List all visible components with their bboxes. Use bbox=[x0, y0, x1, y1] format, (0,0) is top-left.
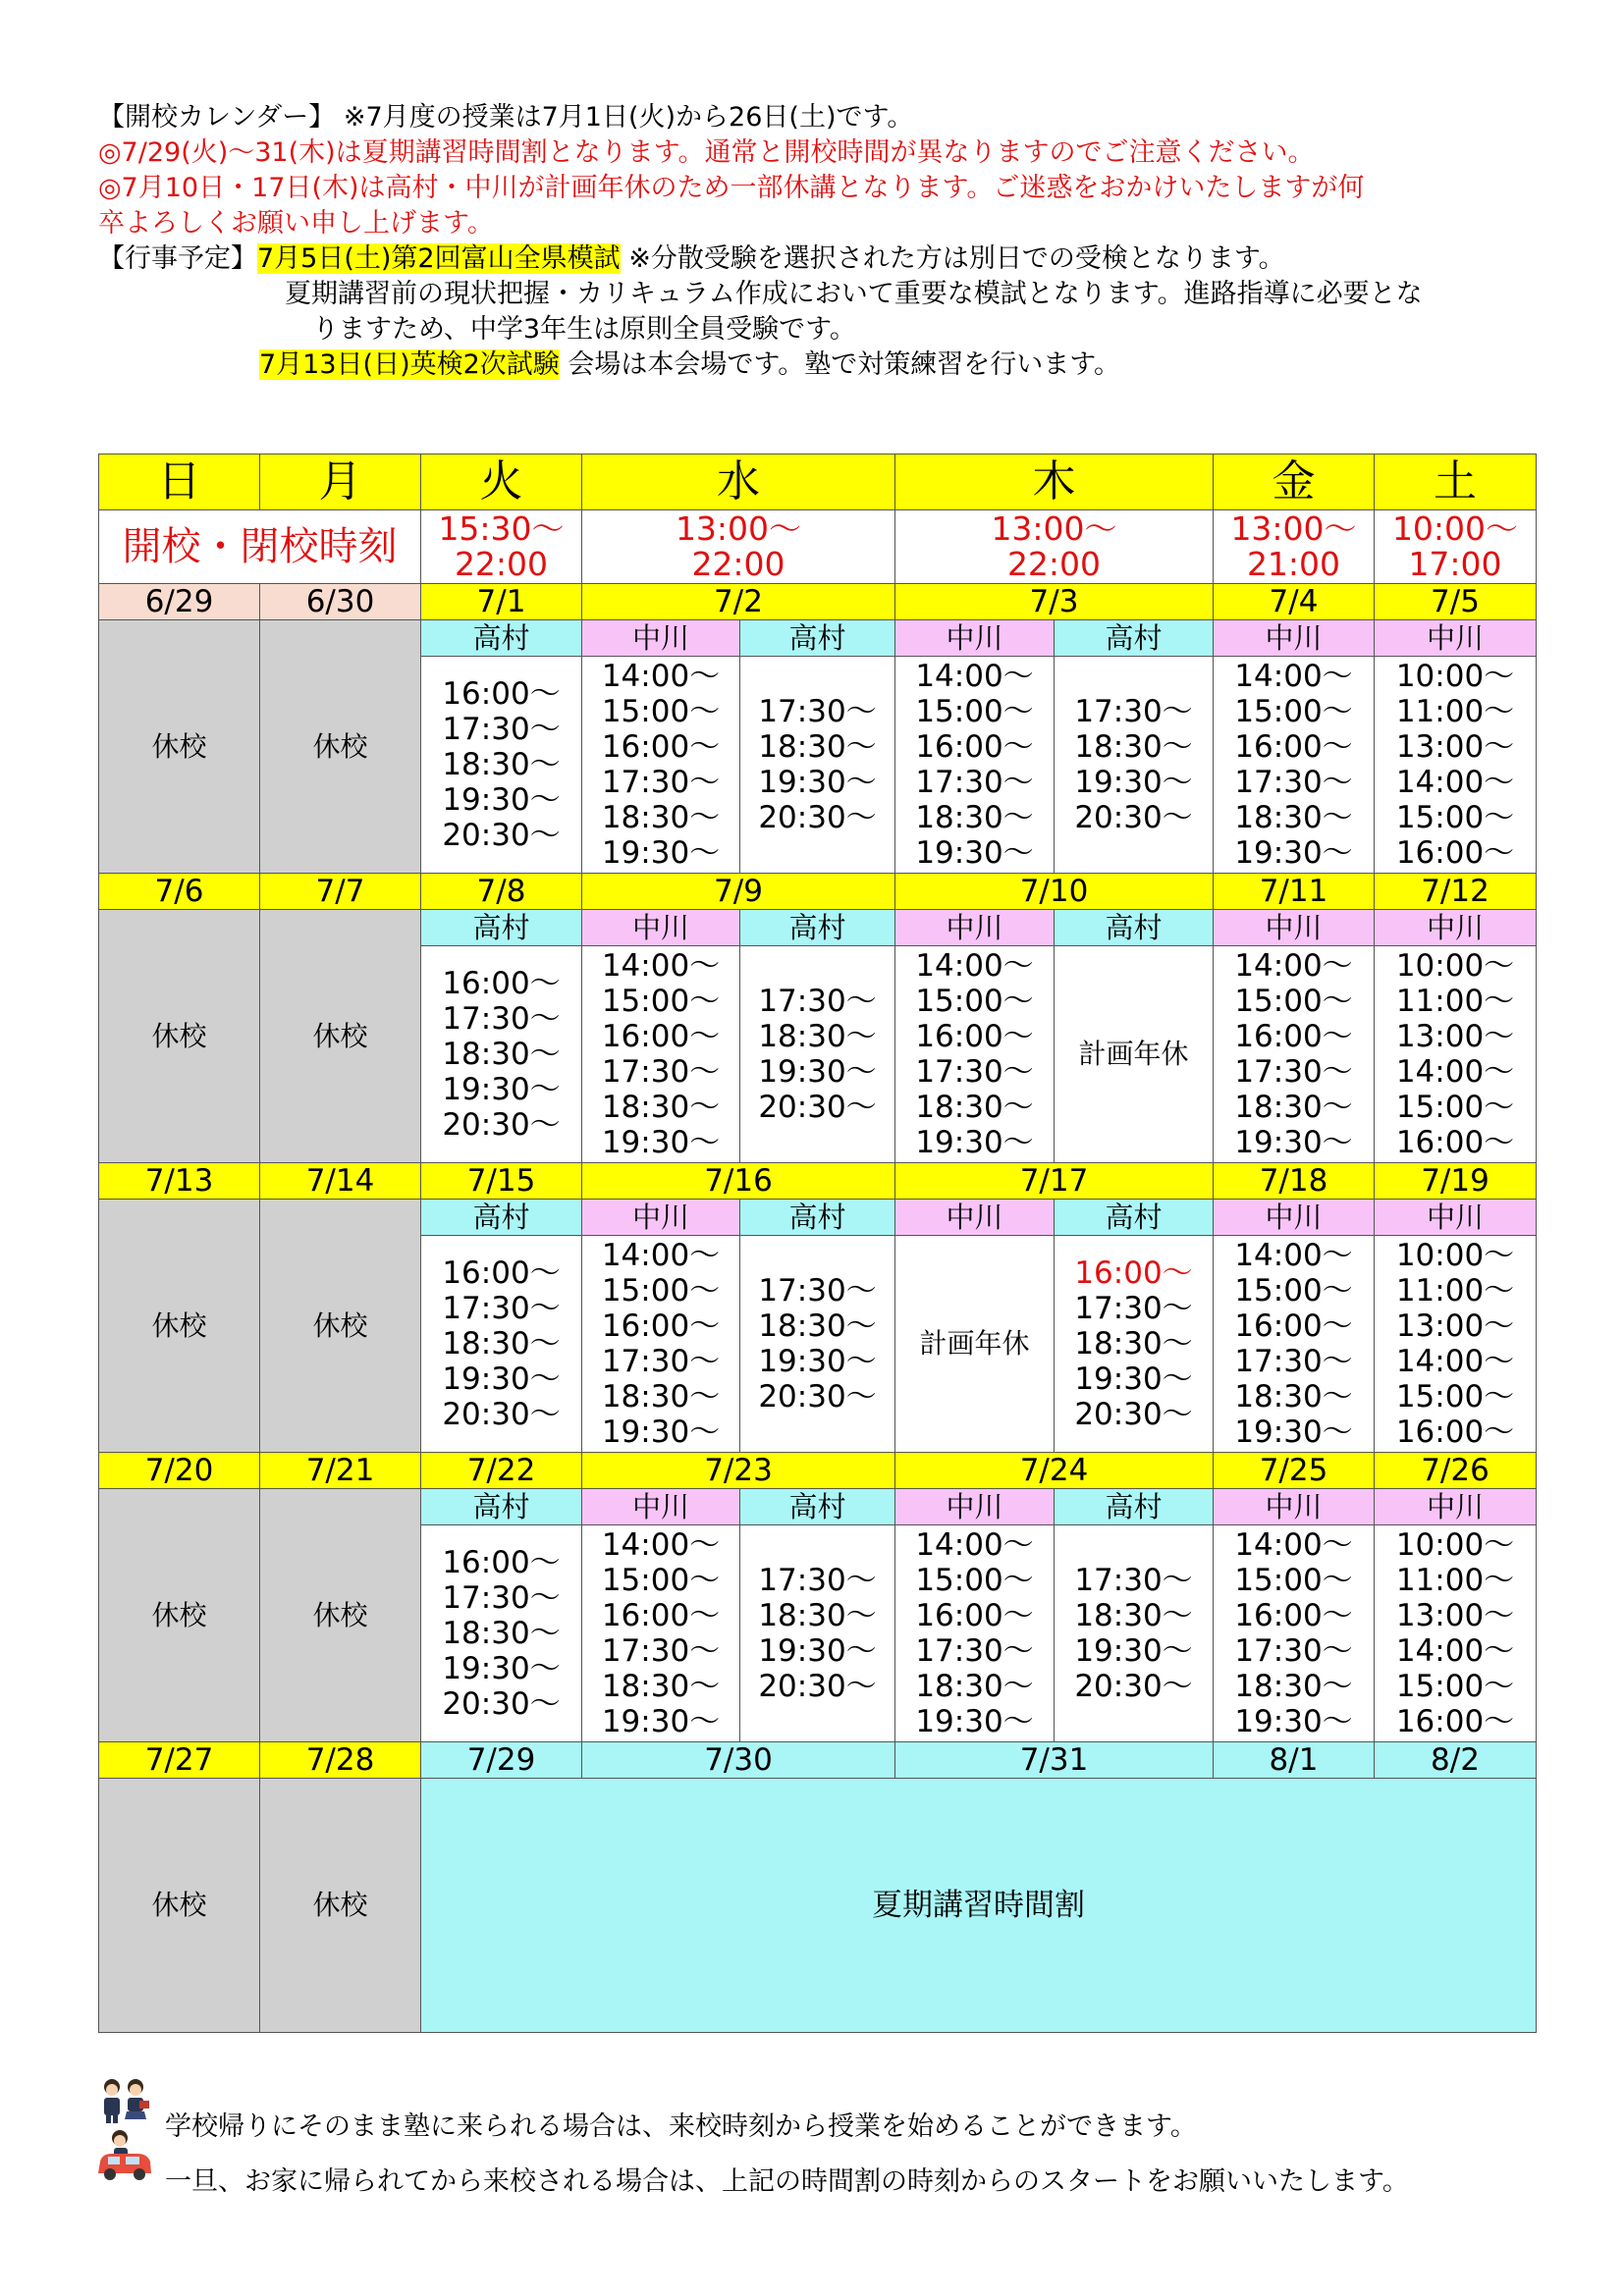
time-slot: 14:00～ bbox=[1234, 659, 1353, 694]
date-cell: 7/24 bbox=[895, 1453, 1214, 1489]
times-cell bbox=[421, 1236, 582, 1453]
times-cell bbox=[740, 1236, 895, 1453]
date-cell: 8/1 bbox=[1214, 1742, 1375, 1779]
dow-tue: 火 bbox=[421, 454, 582, 510]
time-slot: 19:30～ bbox=[758, 765, 877, 800]
time-slot: 19:30～ bbox=[442, 1651, 561, 1686]
teacher-takamura: 高村 bbox=[1055, 620, 1214, 657]
teacher-takamura: 高村 bbox=[740, 620, 895, 657]
leave-cell: 計画年休 bbox=[895, 1236, 1055, 1453]
time-slot: 16:00～ bbox=[601, 1019, 721, 1054]
notice-line-4: 卒よろしくお願い申し上げます。 bbox=[98, 208, 494, 239]
date-cell: 7/10 bbox=[895, 874, 1214, 910]
time-slot: 10:00～ bbox=[1395, 1238, 1515, 1273]
time-slot: 19:30～ bbox=[601, 1125, 721, 1160]
teacher-takamura: 高村 bbox=[421, 620, 582, 657]
time-slot: 20:30～ bbox=[1074, 800, 1193, 835]
time-slot: 16:00～ bbox=[915, 1019, 1034, 1054]
time-slot: 10:00～ bbox=[1395, 659, 1515, 694]
time-slot: 18:30～ bbox=[915, 1090, 1034, 1125]
time-slot: 20:30～ bbox=[442, 1107, 561, 1143]
time-slot: 14:00～ bbox=[915, 948, 1034, 984]
time-slot: 13:00～ bbox=[1395, 1598, 1515, 1633]
time-slot: 15:00～ bbox=[1234, 1563, 1353, 1598]
time-slot: 11:00～ bbox=[1395, 984, 1515, 1019]
date-cell: 7/26 bbox=[1375, 1453, 1537, 1489]
times-cell bbox=[895, 1525, 1055, 1742]
teacher-nakagawa: 中川 bbox=[1375, 620, 1537, 657]
teacher-takamura: 高村 bbox=[1055, 1200, 1214, 1236]
time-slot: 17:30～ bbox=[442, 712, 561, 747]
times-cell bbox=[1375, 946, 1537, 1163]
date-cell: 7/20 bbox=[99, 1453, 260, 1489]
time-slot: 18:30～ bbox=[1234, 800, 1353, 835]
times-cell bbox=[582, 1236, 740, 1453]
teacher-takamura: 高村 bbox=[740, 910, 895, 946]
teacher-row bbox=[99, 1489, 1537, 1525]
time-slot: 17:30～ bbox=[915, 1633, 1034, 1669]
time-slot: 16:00～ bbox=[442, 1255, 561, 1291]
time-slot: 18:30～ bbox=[601, 800, 721, 835]
times-cell bbox=[1375, 1236, 1537, 1453]
time-slot: 14:00～ bbox=[601, 659, 721, 694]
time-slot: 17:30～ bbox=[758, 984, 877, 1019]
time-slot: 16:00～ bbox=[1395, 1415, 1515, 1450]
date-cell: 7/5 bbox=[1375, 584, 1537, 620]
date-cell: 7/3 bbox=[895, 584, 1214, 620]
teacher-nakagawa: 中川 bbox=[582, 910, 740, 946]
date-cell: 7/11 bbox=[1214, 874, 1375, 910]
time-slot: 16:00～ bbox=[915, 729, 1034, 765]
time-slot: 15:00～ bbox=[915, 694, 1034, 729]
time-slot: 18:30～ bbox=[915, 800, 1034, 835]
event2-note: 会場は本会場です。塾で対策練習を行います。 bbox=[559, 349, 1121, 380]
time-slot: 15:00～ bbox=[1234, 1273, 1353, 1308]
times-cell bbox=[1214, 1236, 1375, 1453]
time-slot: 19:30～ bbox=[758, 1633, 877, 1669]
time-slot: 14:00～ bbox=[601, 948, 721, 984]
closed-cell: 休校 bbox=[260, 1779, 421, 2033]
time-slot: 18:30～ bbox=[1234, 1090, 1353, 1125]
date-cell: 7/2 bbox=[582, 584, 895, 620]
closed-cell: 休校 bbox=[99, 1779, 260, 2033]
date-cell: 7/31 bbox=[895, 1742, 1214, 1779]
teacher-nakagawa: 中川 bbox=[1375, 910, 1537, 946]
footer-note-1: 学校帰りにそのまま塾に来られる場合は、来校時刻から授業を始めることができます。 bbox=[165, 2111, 1197, 2142]
event1-title: 7月5日(土)第2回富山全県模試 bbox=[257, 243, 621, 274]
closed-cell: 休校 bbox=[99, 1489, 260, 1742]
times-cell bbox=[421, 657, 582, 874]
time-slot: 15:00～ bbox=[1234, 984, 1353, 1019]
time-slot: 16:00～ bbox=[442, 676, 561, 712]
teacher-takamura: 高村 bbox=[421, 910, 582, 946]
teacher-nakagawa: 中川 bbox=[895, 1200, 1055, 1236]
time-slot: 10:00～ bbox=[1395, 1527, 1515, 1563]
notice-line-2: ◎7/29(火)～31(木)は夏期講習時間割となります。通常と開校時間が異なりますのでご注意ください。 bbox=[98, 137, 1315, 168]
dow-mon: 月 bbox=[260, 454, 421, 510]
date-cell: 7/21 bbox=[260, 1453, 421, 1489]
time-slot: 16:00～ bbox=[1234, 1019, 1353, 1054]
hours-label: 開校・閉校時刻 bbox=[99, 510, 421, 584]
time-slot: 16:00～ bbox=[601, 729, 721, 765]
time-slot: 18:30～ bbox=[442, 1616, 561, 1651]
time-slot: 16:00～ bbox=[442, 1545, 561, 1580]
time-slot: 16:00～ bbox=[1395, 1125, 1515, 1160]
footer-note-2: 一旦、お家に帰られてから来校される場合は、上記の時間割の時刻からのスタートをお願いいたします。 bbox=[165, 2166, 1409, 2197]
teacher-takamura: 高村 bbox=[1055, 910, 1214, 946]
teacher-row bbox=[99, 1200, 1537, 1236]
time-slot: 14:00～ bbox=[601, 1238, 721, 1273]
time-slot: 17:30～ bbox=[758, 1273, 877, 1308]
time-slot: 17:30～ bbox=[1234, 765, 1353, 800]
date-cell: 7/25 bbox=[1214, 1453, 1375, 1489]
date-cell: 7/16 bbox=[582, 1163, 895, 1200]
time-slot: 15:00～ bbox=[1395, 800, 1515, 835]
time-slot: 16:00～ bbox=[1234, 729, 1353, 765]
time-slot: 14:00～ bbox=[1395, 1344, 1515, 1379]
times-cell bbox=[421, 946, 582, 1163]
weekday-header-row bbox=[99, 454, 1537, 510]
time-slot: 14:00～ bbox=[1234, 948, 1353, 984]
time-slot: 16:00～ bbox=[1395, 1704, 1515, 1739]
time-slot: 19:30～ bbox=[1234, 835, 1353, 871]
closed-cell: 休校 bbox=[260, 910, 421, 1163]
time-slot: 11:00～ bbox=[1395, 694, 1515, 729]
dow-sun: 日 bbox=[99, 454, 260, 510]
time-slot: 15:00～ bbox=[915, 1563, 1034, 1598]
time-slot: 18:30～ bbox=[601, 1090, 721, 1125]
time-slot: 16:00～ bbox=[1234, 1308, 1353, 1344]
closed-cell: 休校 bbox=[260, 1200, 421, 1453]
date-cell: 7/12 bbox=[1375, 874, 1537, 910]
time-slot: 17:30～ bbox=[601, 1633, 721, 1669]
time-slot: 20:30～ bbox=[758, 1669, 877, 1704]
teacher-nakagawa: 中川 bbox=[582, 1200, 740, 1236]
time-slot: 17:30～ bbox=[758, 694, 877, 729]
closed-cell: 休校 bbox=[99, 910, 260, 1163]
time-slot: 17:30～ bbox=[601, 1054, 721, 1090]
dow-sat: 土 bbox=[1375, 454, 1537, 510]
dow-wed: 水 bbox=[582, 454, 895, 510]
teacher-takamura: 高村 bbox=[740, 1200, 895, 1236]
closed-cell: 休校 bbox=[99, 620, 260, 874]
time-slot: 20:30～ bbox=[442, 1686, 561, 1722]
teacher-row bbox=[99, 620, 1537, 657]
times-cell bbox=[895, 657, 1055, 874]
time-slot: 19:30～ bbox=[601, 1704, 721, 1739]
date-cell: 6/30 bbox=[260, 584, 421, 620]
time-slot: 20:30～ bbox=[758, 800, 877, 835]
times-cell bbox=[1055, 657, 1214, 874]
time-slot: 19:30～ bbox=[758, 1054, 877, 1090]
time-slot: 19:30～ bbox=[442, 1072, 561, 1107]
time-slot: 18:30～ bbox=[601, 1379, 721, 1415]
time-slot: 19:30～ bbox=[915, 835, 1034, 871]
teacher-nakagawa: 中川 bbox=[1214, 1200, 1375, 1236]
hours-row bbox=[99, 510, 1537, 584]
time-slot: 18:30～ bbox=[601, 1669, 721, 1704]
time-slot: 19:30～ bbox=[758, 1344, 877, 1379]
time-slot: 14:00～ bbox=[1395, 1054, 1515, 1090]
date-cell: 7/9 bbox=[582, 874, 895, 910]
time-slot: 15:00～ bbox=[601, 984, 721, 1019]
time-slot: 18:30～ bbox=[758, 1308, 877, 1344]
times-cell bbox=[421, 1525, 582, 1742]
closed-cell: 休校 bbox=[99, 1200, 260, 1453]
event2-title: 7月13日(日)英検2次試験 bbox=[259, 349, 560, 380]
time-slot: 19:30～ bbox=[915, 1704, 1034, 1739]
leave-cell: 計画年休 bbox=[1055, 946, 1214, 1163]
closed-cell: 休校 bbox=[260, 1489, 421, 1742]
date-cell: 7/14 bbox=[260, 1163, 421, 1200]
time-slot: 19:30～ bbox=[601, 835, 721, 871]
notice-line-1: 【開校カレンダー】 ※7月度の授業は7月1日(火)から26日(土)です。 bbox=[98, 102, 914, 133]
time-slot: 18:30～ bbox=[758, 1598, 877, 1633]
date-cell: 7/28 bbox=[260, 1742, 421, 1779]
date-cell: 6/29 bbox=[99, 584, 260, 620]
times-cell bbox=[895, 946, 1055, 1163]
date-cell: 7/19 bbox=[1375, 1163, 1537, 1200]
time-slot: 16:00～ bbox=[1234, 1598, 1353, 1633]
times-cell bbox=[1375, 1525, 1537, 1742]
time-slot: 13:00～ bbox=[1395, 729, 1515, 765]
hours-sat: 10:00～ 17:00 bbox=[1375, 510, 1537, 584]
time-slot: 19:30～ bbox=[1074, 765, 1193, 800]
summer-row bbox=[99, 1779, 1537, 2033]
event1-desc-1: 夏期講習前の現状把握・カリキュラム作成において重要な模試となります。進路指導に必要とな bbox=[285, 279, 1423, 309]
teacher-nakagawa: 中川 bbox=[1375, 1489, 1537, 1525]
times-cell bbox=[740, 657, 895, 874]
time-slot: 20:30～ bbox=[442, 818, 561, 853]
teacher-nakagawa: 中川 bbox=[895, 1489, 1055, 1525]
time-slot: 14:00～ bbox=[915, 1527, 1034, 1563]
dow-fri: 金 bbox=[1214, 454, 1375, 510]
event-label: 【行事予定】 bbox=[98, 243, 257, 274]
date-cell: 7/27 bbox=[99, 1742, 260, 1779]
time-slot: 20:30～ bbox=[758, 1090, 877, 1125]
time-slot: 17:30～ bbox=[1234, 1344, 1353, 1379]
time-slot: 19:30～ bbox=[1074, 1633, 1193, 1669]
date-row bbox=[99, 874, 1537, 910]
teacher-nakagawa: 中川 bbox=[582, 1489, 740, 1525]
notice-line-3: ◎7月10日・17日(木)は高村・中川が計画年休のため一部休講となります。ご迷惑をおかけいたしますが何 bbox=[98, 173, 1365, 203]
time-slot: 17:30～ bbox=[915, 765, 1034, 800]
closed-cell: 休校 bbox=[260, 620, 421, 874]
time-slot: 19:30～ bbox=[1234, 1125, 1353, 1160]
date-cell: 7/30 bbox=[582, 1742, 895, 1779]
time-slot: 18:30～ bbox=[442, 1326, 561, 1362]
times-cell bbox=[740, 946, 895, 1163]
hours-thu: 13:00～ 22:00 bbox=[895, 510, 1214, 584]
time-slot: 17:30～ bbox=[758, 1563, 877, 1598]
teacher-takamura: 高村 bbox=[421, 1489, 582, 1525]
date-cell: 7/18 bbox=[1214, 1163, 1375, 1200]
time-slot: 11:00～ bbox=[1395, 1273, 1515, 1308]
date-cell: 7/8 bbox=[421, 874, 582, 910]
event-line-2 bbox=[98, 347, 1551, 383]
time-slot: 13:00～ bbox=[1395, 1019, 1515, 1054]
time-slot: 17:30～ bbox=[442, 1001, 561, 1037]
date-row bbox=[99, 584, 1537, 620]
time-slot: 11:00～ bbox=[1395, 1563, 1515, 1598]
teacher-takamura: 高村 bbox=[740, 1489, 895, 1525]
time-slot: 14:00～ bbox=[1234, 1527, 1353, 1563]
car-pickup-icon bbox=[96, 2128, 155, 2190]
teacher-nakagawa: 中川 bbox=[895, 620, 1055, 657]
times-cell bbox=[582, 1525, 740, 1742]
time-slot: 15:00～ bbox=[1395, 1379, 1515, 1415]
date-cell: 7/22 bbox=[421, 1453, 582, 1489]
teacher-nakagawa: 中川 bbox=[895, 910, 1055, 946]
date-row bbox=[99, 1453, 1537, 1489]
teacher-row bbox=[99, 910, 1537, 946]
time-slot: 20:30～ bbox=[1074, 1669, 1193, 1704]
time-slot: 20:30～ bbox=[442, 1397, 561, 1432]
time-slot: 14:00～ bbox=[1234, 1238, 1353, 1273]
time-slot: 17:30～ bbox=[1234, 1054, 1353, 1090]
date-cell: 8/2 bbox=[1375, 1742, 1537, 1779]
time-slot: 18:30～ bbox=[1234, 1379, 1353, 1415]
summer-schedule-label: 夏期講習時間割 bbox=[421, 1779, 1537, 2033]
header-notes bbox=[98, 100, 1551, 383]
time-slot: 18:30～ bbox=[442, 1037, 561, 1072]
event1-desc-2: りますため、中学3年生は原則全員受験です。 bbox=[312, 314, 856, 345]
date-cell: 7/1 bbox=[421, 584, 582, 620]
times-cell bbox=[1375, 657, 1537, 874]
time-slot: 16:00～ bbox=[601, 1308, 721, 1344]
times-cell bbox=[1055, 1525, 1214, 1742]
time-slot: 16:00～ bbox=[601, 1598, 721, 1633]
hours-tue: 15:30～ 22:00 bbox=[421, 510, 582, 584]
time-slot: 13:00～ bbox=[1395, 1308, 1515, 1344]
calendar-table bbox=[98, 454, 1537, 2033]
time-slot: 14:00～ bbox=[1395, 1633, 1515, 1669]
date-cell: 7/29 bbox=[421, 1742, 582, 1779]
teacher-takamura: 高村 bbox=[1055, 1489, 1214, 1525]
event1-note: ※分散受験を選択された方は別日での受検となります。 bbox=[620, 243, 1285, 274]
students-icon bbox=[96, 2077, 153, 2131]
time-slot: 19:30～ bbox=[1234, 1704, 1353, 1739]
times-cell bbox=[582, 657, 740, 874]
dow-thu: 木 bbox=[895, 454, 1214, 510]
hours-fri: 13:00～ 21:00 bbox=[1214, 510, 1375, 584]
time-slot: 18:30～ bbox=[758, 1019, 877, 1054]
time-red: 16:00～ bbox=[1074, 1255, 1193, 1291]
time-slot: 17:30～ bbox=[1074, 1563, 1193, 1598]
event-line-1 bbox=[98, 241, 1551, 277]
time-slot: 17:30～ bbox=[601, 765, 721, 800]
teacher-takamura: 高村 bbox=[421, 1200, 582, 1236]
times-cell bbox=[740, 1525, 895, 1742]
time-slot: 15:00～ bbox=[1395, 1090, 1515, 1125]
time-slot: 19:30～ bbox=[601, 1415, 721, 1450]
teacher-nakagawa: 中川 bbox=[1214, 910, 1375, 946]
date-row bbox=[99, 1742, 1537, 1779]
times-cell bbox=[1214, 1525, 1375, 1742]
time-slot: 18:30～ bbox=[758, 729, 877, 765]
time-slot: 17:30～ bbox=[442, 1291, 561, 1326]
times-cell bbox=[1214, 946, 1375, 1163]
date-cell: 7/7 bbox=[260, 874, 421, 910]
time-slot: 20:30～ bbox=[758, 1379, 877, 1415]
time-slot: 19:30～ bbox=[915, 1125, 1034, 1160]
times-cell: 16:00～ 17:30～ 18:30～ 19:30～ 20:30～ bbox=[1055, 1236, 1214, 1453]
time-slot: 15:00～ bbox=[601, 694, 721, 729]
time-slot: 18:30～ bbox=[442, 747, 561, 782]
date-cell: 7/6 bbox=[99, 874, 260, 910]
time-slot: 17:30～ bbox=[915, 1054, 1034, 1090]
time-slot: 19:30～ bbox=[442, 782, 561, 818]
time-slot: 16:00～ bbox=[915, 1598, 1034, 1633]
time-slot: 14:00～ bbox=[1395, 765, 1515, 800]
time-slot: 15:00～ bbox=[1234, 694, 1353, 729]
date-cell: 7/13 bbox=[99, 1163, 260, 1200]
time-slot: 14:00～ bbox=[601, 1527, 721, 1563]
time-slot: 14:00～ bbox=[915, 659, 1034, 694]
time-slot: 19:30～ bbox=[442, 1362, 561, 1397]
time-slot: 17:30～ bbox=[601, 1344, 721, 1379]
date-cell: 7/4 bbox=[1214, 584, 1375, 620]
time-slot: 17:30～ bbox=[442, 1580, 561, 1616]
teacher-nakagawa: 中川 bbox=[582, 620, 740, 657]
time-slot: 16:00～ bbox=[1395, 835, 1515, 871]
teacher-nakagawa: 中川 bbox=[1214, 620, 1375, 657]
time-slot: 10:00～ bbox=[1395, 948, 1515, 984]
time-slot: 17:30～ bbox=[1234, 1633, 1353, 1669]
date-cell: 7/17 bbox=[895, 1163, 1214, 1200]
teacher-nakagawa: 中川 bbox=[1375, 1200, 1537, 1236]
time-slot: 19:30～ bbox=[1234, 1415, 1353, 1450]
date-cell: 7/15 bbox=[421, 1163, 582, 1200]
date-cell: 7/23 bbox=[582, 1453, 895, 1489]
time-slot: 15:00～ bbox=[601, 1563, 721, 1598]
time-slot: 18:30～ bbox=[1074, 1598, 1193, 1633]
time-slot: 16:00～ bbox=[442, 966, 561, 1001]
times-cell bbox=[1214, 657, 1375, 874]
time-slot: 18:30～ bbox=[1234, 1669, 1353, 1704]
time-slot: 18:30～ bbox=[915, 1669, 1034, 1704]
hours-wed: 13:00～ 22:00 bbox=[582, 510, 895, 584]
time-slot: 18:30～ bbox=[1074, 729, 1193, 765]
time-slot: 15:00～ bbox=[915, 984, 1034, 1019]
time-slot: 17:30～ bbox=[1074, 694, 1193, 729]
times-cell bbox=[582, 946, 740, 1163]
time-slot: 15:00～ bbox=[1395, 1669, 1515, 1704]
teacher-nakagawa: 中川 bbox=[1214, 1489, 1375, 1525]
date-row bbox=[99, 1163, 1537, 1200]
time-slot: 15:00～ bbox=[601, 1273, 721, 1308]
